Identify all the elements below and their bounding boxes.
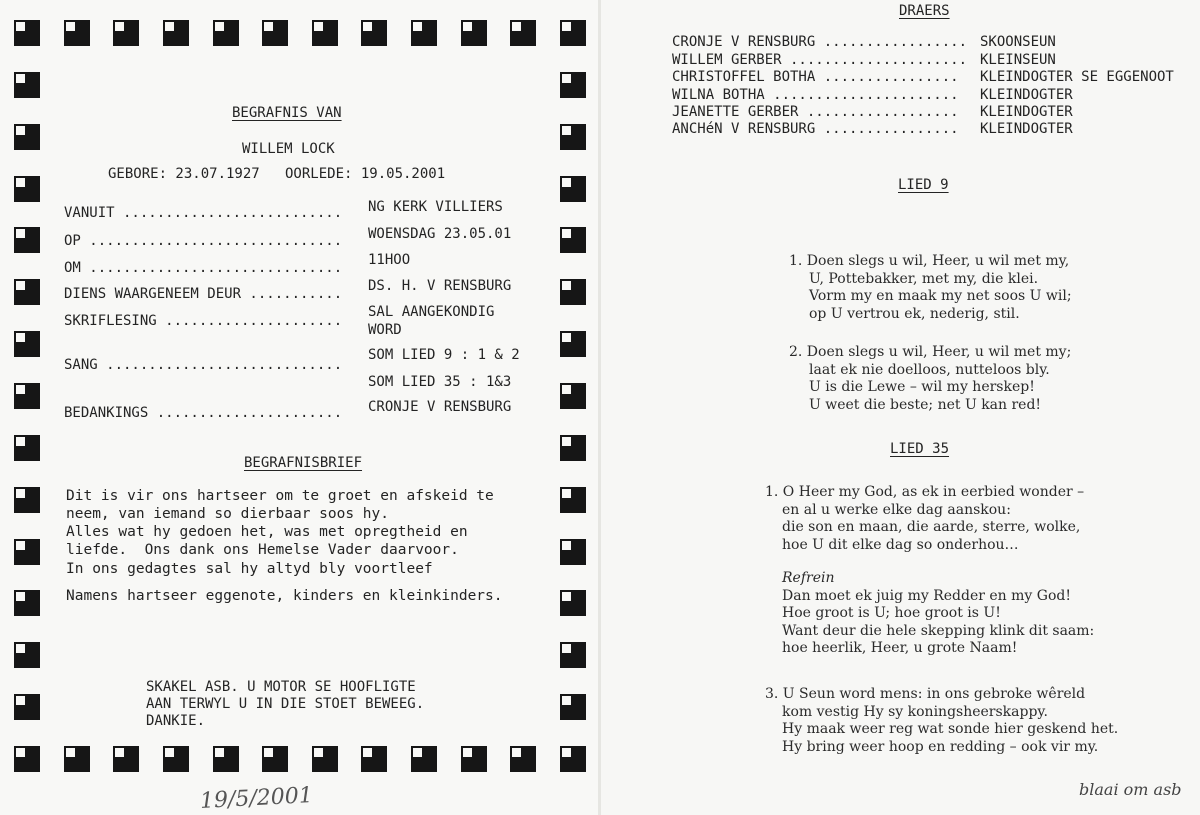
detail-value-skriflesing-2: WORD (368, 322, 402, 338)
border-tile (560, 72, 586, 98)
bearer-relation: KLEINSEUN (980, 52, 1056, 68)
detail-value-sang-2: SOM LIED 35 : 1&3 (368, 374, 512, 390)
turn-over-note: blaai om asb (1079, 780, 1182, 799)
letter-line-3: Alles wat hy gedoen het, was met opregtheid en (66, 524, 468, 540)
refrain-label: Refrein (782, 570, 835, 586)
detail-label-skriflesing: SKRIFLESING ..................... (64, 313, 343, 329)
verse-line: Hy maak weer reg wat sonde hier geskend het. (782, 721, 1119, 737)
bearer-relation: SKOONSEUN (980, 34, 1056, 50)
border-tile (262, 746, 288, 772)
notice-line-2: AAN TERWYL U IN DIE STOET BEWEEG. (146, 696, 425, 712)
hymn-9-title: LIED 9 (898, 177, 949, 193)
border-tile (461, 746, 487, 772)
detail-label-vanuit: VANUIT .......................... (64, 205, 343, 221)
deceased-name: WILLEM LOCK (242, 141, 335, 157)
bearer-relation: KLEINDOGTER SE EGGENOOT (980, 69, 1174, 85)
border-tile (14, 331, 40, 357)
border-tile (213, 746, 239, 772)
border-tile (14, 435, 40, 461)
detail-value-vanuit: NG KERK VILLIERS (368, 199, 503, 215)
border-tile (14, 539, 40, 565)
funeral-title: BEGRAFNIS VAN (232, 105, 342, 121)
hymn-35-verse-1 (765, 484, 1084, 554)
border-tile (14, 590, 40, 616)
hymn-35-verse-3 (765, 686, 1118, 756)
verse-line: Hy bring weer hoop en redding – ook vir my. (782, 738, 1099, 755)
border-tile (14, 694, 40, 720)
border-tile (560, 590, 586, 616)
border-tile (163, 746, 189, 772)
bearer-name: ANCHéN V RENSBURG ................ (672, 121, 959, 137)
hymn-9-verse-2 (789, 344, 1071, 414)
verse-line: Hoe groot is U; hoe groot is U! (782, 605, 1001, 621)
verse-line: 1. Doen slegs u wil, Heer, u wil met my, (789, 253, 1070, 269)
verse-line: U, Pottebakker, met my, die klei. (809, 270, 1039, 287)
verse-line: Dan moet ek juig my Redder en my God! (782, 587, 1071, 604)
verse-line: hoe U dit elke dag so onderhou… (782, 536, 1019, 553)
bearers-title: DRAERS (899, 3, 950, 19)
border-tile (14, 124, 40, 150)
refrain (782, 570, 1094, 658)
border-tile (361, 20, 387, 46)
detail-value-op: WOENSDAG 23.05.01 (368, 226, 512, 242)
border-tile (113, 20, 139, 46)
verse-line: hoe heerlik, Heer, u grote Naam! (782, 640, 1018, 656)
verse-line: 3. U Seun word mens: in ons gebroke wêreld (765, 686, 1086, 702)
border-tile (510, 746, 536, 772)
bearer-name: CHRISTOFFEL BOTHA ................ (672, 69, 959, 85)
hymn-9-verse-1 (789, 253, 1072, 323)
border-tile (510, 20, 536, 46)
border-tile (312, 746, 338, 772)
border-tile (560, 176, 586, 202)
border-tile (560, 331, 586, 357)
border-tile (14, 227, 40, 253)
bearer-relation: KLEINDOGTER (980, 104, 1073, 120)
detail-value-diens: DS. H. V RENSBURG (368, 278, 512, 294)
border-tile (163, 20, 189, 46)
detail-label-sang: SANG ............................ (64, 357, 343, 373)
border-tile (14, 279, 40, 305)
border-tile (14, 487, 40, 513)
border-tile (14, 383, 40, 409)
letter-line-2: neem, van iemand so dierbaar soos hy. (66, 506, 390, 522)
decorative-border (14, 20, 586, 772)
border-tile (113, 746, 139, 772)
detail-value-bedankings: CRONJE V RENSBURG (368, 399, 512, 415)
verse-line: 2. Doen slegs u wil, Heer, u wil met my; (789, 344, 1072, 360)
border-tile (560, 20, 586, 46)
border-tile (560, 642, 586, 668)
border-tile (411, 746, 437, 772)
birth-death-dates: GEBORE: 23.07.1927 OORLEDE: 19.05.2001 (108, 166, 446, 182)
letter-line-1: Dit is vir ons hartseer om te groet en afskeid te (66, 488, 494, 504)
border-tile (560, 383, 586, 409)
bearer-relation: KLEINDOGTER (980, 121, 1073, 137)
border-tile (560, 487, 586, 513)
detail-label-diens: DIENS WAARGENEEM DEUR ........... (64, 286, 343, 302)
handwritten-date: 19/5/2001 (199, 783, 314, 814)
notice-line-1: SKAKEL ASB. U MOTOR SE HOOFLIGTE (146, 679, 416, 695)
border-tile (64, 746, 90, 772)
border-tile (411, 20, 437, 46)
detail-label-bedankings: BEDANKINGS ...................... (64, 405, 343, 421)
border-tile (361, 746, 387, 772)
border-tile (461, 20, 487, 46)
bearer-name: WILNA BOTHA ...................... (672, 87, 959, 103)
border-tile (560, 539, 586, 565)
verse-line: Vorm my en maak my net soos U wil; (809, 288, 1072, 304)
verse-line: en al u werke elke dag aanskou: (782, 501, 1011, 518)
bearer-relation: KLEINDOGTER (980, 87, 1073, 103)
border-tile (14, 20, 40, 46)
verse-line: kom vestig Hy sy koningsheerskappy. (782, 703, 1048, 720)
verse-line: laat ek nie doelloos, nutteloos bly. (809, 361, 1050, 378)
verse-line: 1. O Heer my God, as ek in eerbied wonder – (765, 484, 1085, 500)
detail-value-skriflesing: SAL AANGEKONDIG (368, 304, 495, 320)
detail-label-op: OP .............................. (64, 233, 343, 249)
verse-line: Want deur die hele skepping klink dit saam: (782, 622, 1095, 639)
left-page (0, 0, 598, 815)
border-tile (560, 227, 586, 253)
detail-value-sang: SOM LIED 9 : 1 & 2 (368, 347, 520, 363)
letter-signoff: Namens hartseer eggenote, kinders en kleinkinders. (66, 588, 503, 604)
bearer-name: CRONJE V RENSBURG ................. (672, 34, 968, 50)
notice-line-3: DANKIE. (146, 713, 206, 729)
border-tile (312, 20, 338, 46)
letter-title: BEGRAFNISBRIEF (244, 455, 363, 471)
verse-line: die son en maan, die aarde, sterre, wolke, (782, 519, 1081, 535)
border-tile (14, 642, 40, 668)
verse-line: U weet die beste; net U kan red! (809, 396, 1042, 413)
hymn-35-title: LIED 35 (890, 441, 950, 457)
detail-label-om: OM .............................. (64, 260, 343, 276)
letter-line-5: In ons gedagtes sal hy altyd bly voortleef (66, 561, 433, 577)
border-tile (560, 279, 586, 305)
bearer-name: WILLEM GERBER ..................... (672, 52, 968, 68)
verse-line: U is die Lewe – wil my herskep! (809, 379, 1035, 395)
border-tile (14, 176, 40, 202)
detail-value-om: 11HOO (368, 252, 411, 268)
letter-line-4: liefde. Ons dank ons Hemelse Vader daarvoor. (66, 542, 459, 558)
border-tile (560, 435, 586, 461)
border-tile (64, 20, 90, 46)
border-tile (14, 746, 40, 772)
border-tile (560, 746, 586, 772)
right-page (601, 0, 1200, 815)
border-tile (262, 20, 288, 46)
border-tile (560, 694, 586, 720)
border-tile (560, 124, 586, 150)
bearer-name: JEANETTE GERBER .................. (672, 104, 959, 120)
border-tile (213, 20, 239, 46)
border-tile (14, 72, 40, 98)
verse-line: op U vertrou ek, nederig, stil. (809, 305, 1020, 322)
